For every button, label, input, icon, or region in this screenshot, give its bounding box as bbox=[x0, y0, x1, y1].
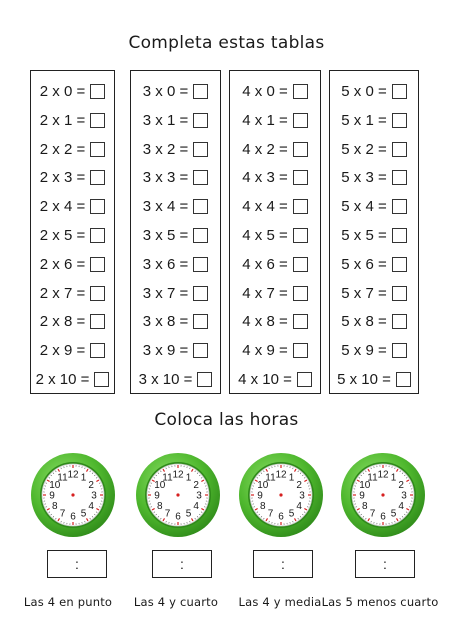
answer-box[interactable] bbox=[193, 142, 208, 157]
clock-number: 5 bbox=[185, 508, 192, 520]
answer-box[interactable] bbox=[193, 170, 208, 185]
clock-number: 9 bbox=[257, 490, 263, 502]
equation-text: 2 x 7 = bbox=[39, 284, 86, 302]
table-row bbox=[131, 106, 220, 135]
table-row bbox=[31, 336, 114, 365]
clock-caption: Las 4 y cuarto bbox=[133, 595, 219, 609]
clock-number: 2 bbox=[296, 480, 302, 491]
table-row bbox=[31, 77, 114, 106]
clock-number: 8 bbox=[260, 501, 266, 512]
clock-number: 10 bbox=[359, 480, 371, 491]
equation-text: 4 x 4 = bbox=[242, 198, 288, 216]
answer-box[interactable] bbox=[94, 372, 109, 387]
time-answer-box[interactable] bbox=[47, 550, 107, 578]
equation-text: 3 x 2 = bbox=[142, 140, 189, 158]
answer-box[interactable] bbox=[392, 199, 407, 214]
table-row bbox=[230, 192, 320, 221]
answer-box[interactable] bbox=[193, 286, 208, 301]
clock-number: 3 bbox=[401, 490, 407, 502]
answer-box[interactable] bbox=[90, 170, 105, 185]
equation-text: 2 x 9 = bbox=[39, 342, 86, 360]
clock-number: 6 bbox=[70, 511, 76, 523]
time-answer-box[interactable] bbox=[355, 550, 415, 578]
tables-title: Completa estas tablas bbox=[128, 33, 325, 53]
clock-number: 3 bbox=[91, 490, 97, 502]
answer-box[interactable] bbox=[293, 228, 308, 243]
clock-2 bbox=[135, 452, 221, 538]
equation-text: 5 x 6 = bbox=[341, 255, 387, 273]
table-row bbox=[31, 192, 114, 221]
clock-number: 10 bbox=[49, 480, 61, 491]
time-separator: : bbox=[180, 556, 184, 572]
answer-box[interactable] bbox=[293, 314, 308, 329]
answer-box[interactable] bbox=[90, 199, 105, 214]
equation-text: 2 x 3 = bbox=[39, 169, 86, 187]
table-row bbox=[330, 221, 418, 250]
clock-icon bbox=[135, 452, 221, 538]
clock-number: 3 bbox=[299, 490, 305, 502]
equation-text: 2 x 10 = bbox=[35, 371, 90, 388]
clock-number: 2 bbox=[398, 480, 404, 491]
clock-number: 11 bbox=[367, 472, 378, 484]
clock-number: 1 bbox=[185, 472, 192, 484]
table-4 bbox=[229, 70, 321, 394]
equation-text: 5 x 4 = bbox=[341, 198, 387, 216]
answer-box[interactable] bbox=[392, 170, 407, 185]
clock-number: 2 bbox=[193, 480, 199, 491]
answer-box[interactable] bbox=[293, 84, 308, 99]
answer-box[interactable] bbox=[392, 343, 407, 358]
equation-text: 2 x 6 = bbox=[39, 255, 86, 273]
clock-caption: Las 4 en punto bbox=[23, 595, 113, 609]
table-row bbox=[330, 250, 418, 279]
clock-number: 1 bbox=[80, 472, 87, 484]
equation-text: 4 x 9 = bbox=[242, 342, 288, 360]
answer-box[interactable] bbox=[392, 113, 407, 128]
answer-box[interactable] bbox=[90, 228, 105, 243]
equation-text: 2 x 8 = bbox=[39, 313, 86, 331]
clock-number: 9 bbox=[154, 490, 160, 502]
clock-number: 8 bbox=[157, 501, 163, 512]
clock-3 bbox=[238, 452, 324, 538]
equation-text: 4 x 8 = bbox=[242, 313, 288, 331]
time-separator: : bbox=[383, 556, 387, 572]
clock-number: 9 bbox=[49, 490, 55, 502]
time-separator: : bbox=[281, 556, 285, 572]
equation-text: 3 x 3 = bbox=[142, 169, 189, 187]
clock-number: 5 bbox=[288, 508, 295, 520]
equation-text: 2 x 0 = bbox=[39, 83, 86, 100]
table-row bbox=[131, 192, 220, 221]
equation-text: 3 x 0 = bbox=[142, 83, 189, 100]
answer-box[interactable] bbox=[293, 257, 308, 272]
equation-text: 4 x 2 = bbox=[242, 140, 288, 158]
clock-caption: Las 4 y media bbox=[238, 595, 322, 609]
table-5 bbox=[329, 70, 419, 394]
table-row bbox=[131, 163, 220, 192]
table-row bbox=[230, 279, 320, 308]
clock-number: 7 bbox=[267, 508, 274, 520]
table-row bbox=[230, 221, 320, 250]
table-row bbox=[230, 106, 320, 135]
answer-box[interactable] bbox=[193, 113, 208, 128]
answer-box[interactable] bbox=[197, 372, 212, 387]
clock-number: 5 bbox=[80, 508, 87, 520]
table-row bbox=[330, 135, 418, 164]
clock-icon bbox=[30, 452, 116, 538]
answer-box[interactable] bbox=[193, 228, 208, 243]
answer-box[interactable] bbox=[293, 199, 308, 214]
table-row bbox=[31, 279, 114, 308]
answer-box[interactable] bbox=[392, 142, 407, 157]
answer-box[interactable] bbox=[293, 170, 308, 185]
answer-box[interactable] bbox=[297, 372, 312, 387]
table-row bbox=[330, 77, 418, 106]
equation-text: 4 x 10 = bbox=[238, 371, 292, 388]
answer-box[interactable] bbox=[90, 84, 105, 99]
clock-number: 4 bbox=[296, 501, 302, 512]
answer-box[interactable] bbox=[90, 257, 105, 272]
answer-box[interactable] bbox=[392, 257, 407, 272]
equation-text: 3 x 8 = bbox=[142, 313, 189, 331]
clock-number: 7 bbox=[59, 508, 66, 520]
clock-number: 12 bbox=[275, 469, 287, 481]
answer-box[interactable] bbox=[193, 257, 208, 272]
equation-text: 5 x 7 = bbox=[341, 284, 387, 302]
equation-text: 5 x 3 = bbox=[341, 169, 387, 187]
clock-number: 7 bbox=[369, 508, 376, 520]
clock-number: 1 bbox=[390, 472, 397, 484]
equation-text: 5 x 9 = bbox=[341, 342, 387, 360]
answer-box[interactable] bbox=[90, 314, 105, 329]
clock-number: 1 bbox=[288, 472, 295, 484]
clock-number: 10 bbox=[154, 480, 166, 491]
equation-text: 3 x 4 = bbox=[142, 198, 189, 216]
equation-text: 5 x 8 = bbox=[341, 313, 387, 331]
equation-text: 4 x 6 = bbox=[242, 255, 288, 273]
equation-text: 4 x 1 = bbox=[242, 111, 288, 129]
answer-box[interactable] bbox=[193, 84, 208, 99]
clock-number: 5 bbox=[390, 508, 397, 520]
answer-box[interactable] bbox=[293, 286, 308, 301]
table-row bbox=[230, 77, 320, 106]
answer-box[interactable] bbox=[396, 372, 411, 387]
time-answer-box[interactable] bbox=[152, 550, 212, 578]
clock-number: 11 bbox=[265, 472, 276, 484]
answer-box[interactable] bbox=[193, 343, 208, 358]
clock-number: 7 bbox=[164, 508, 171, 520]
equation-text: 4 x 0 = bbox=[242, 83, 288, 100]
clock-caption: Las 5 menos cuarto bbox=[321, 595, 439, 609]
clock-icon bbox=[238, 452, 324, 538]
answer-box[interactable] bbox=[392, 314, 407, 329]
clocks-title: Coloca las horas bbox=[154, 410, 299, 430]
clock-number: 8 bbox=[52, 501, 58, 512]
table-row bbox=[131, 221, 220, 250]
equation-text: 2 x 5 = bbox=[39, 227, 86, 244]
table-row bbox=[230, 365, 320, 394]
table-2 bbox=[30, 70, 115, 394]
equation-text: 2 x 1 = bbox=[39, 111, 86, 129]
table-row bbox=[131, 307, 220, 336]
table-row bbox=[330, 192, 418, 221]
table-row bbox=[31, 135, 114, 164]
table-row bbox=[230, 135, 320, 164]
clock-number: 9 bbox=[359, 490, 365, 502]
equation-text: 5 x 5 = bbox=[341, 227, 387, 244]
clock-number: 4 bbox=[398, 501, 404, 512]
table-row bbox=[230, 307, 320, 336]
equation-text: 3 x 7 = bbox=[142, 284, 189, 302]
table-row bbox=[31, 365, 114, 394]
table-row bbox=[330, 279, 418, 308]
clock-number: 4 bbox=[193, 501, 199, 512]
answer-box[interactable] bbox=[392, 84, 407, 99]
equation-text: 5 x 0 = bbox=[341, 83, 387, 100]
table-row bbox=[131, 77, 220, 106]
answer-box[interactable] bbox=[90, 113, 105, 128]
clock-icon bbox=[340, 452, 426, 538]
clock-number: 11 bbox=[162, 472, 173, 484]
equation-text: 5 x 1 = bbox=[341, 111, 387, 129]
answer-box[interactable] bbox=[193, 199, 208, 214]
time-separator: : bbox=[75, 556, 79, 572]
table-row bbox=[131, 365, 220, 394]
clock-number: 6 bbox=[380, 511, 386, 523]
clock-number: 12 bbox=[377, 469, 389, 481]
table-row bbox=[330, 336, 418, 365]
table-row bbox=[31, 250, 114, 279]
clock-number: 6 bbox=[278, 511, 284, 523]
table-row bbox=[230, 163, 320, 192]
answer-box[interactable] bbox=[392, 286, 407, 301]
answer-box[interactable] bbox=[293, 142, 308, 157]
answer-box[interactable] bbox=[293, 343, 308, 358]
equation-text: 4 x 5 = bbox=[242, 227, 288, 244]
equation-text: 4 x 7 = bbox=[242, 284, 288, 302]
answer-box[interactable] bbox=[90, 286, 105, 301]
equation-text: 3 x 1 = bbox=[142, 111, 189, 129]
table-3 bbox=[130, 70, 221, 394]
table-row bbox=[230, 336, 320, 365]
equation-text: 3 x 9 = bbox=[142, 342, 189, 360]
clock-number: 10 bbox=[257, 480, 269, 491]
table-row bbox=[330, 365, 418, 394]
equation-text: 3 x 6 = bbox=[142, 255, 189, 273]
answer-box[interactable] bbox=[193, 314, 208, 329]
table-row bbox=[31, 163, 114, 192]
equation-text: 2 x 4 = bbox=[39, 198, 86, 216]
answer-box[interactable] bbox=[90, 343, 105, 358]
answer-box[interactable] bbox=[90, 142, 105, 157]
table-row bbox=[131, 135, 220, 164]
clock-4 bbox=[340, 452, 426, 538]
clock-number: 8 bbox=[362, 501, 368, 512]
table-row bbox=[230, 250, 320, 279]
table-row bbox=[131, 250, 220, 279]
clock-number: 4 bbox=[88, 501, 94, 512]
table-row bbox=[131, 279, 220, 308]
table-row bbox=[31, 307, 114, 336]
equation-text: 2 x 2 = bbox=[39, 140, 86, 158]
clock-number: 12 bbox=[172, 469, 184, 481]
clock-number: 11 bbox=[57, 472, 68, 484]
table-row bbox=[31, 106, 114, 135]
table-row bbox=[330, 307, 418, 336]
answer-box[interactable] bbox=[392, 228, 407, 243]
equation-text: 3 x 5 = bbox=[142, 227, 189, 244]
equation-text: 5 x 10 = bbox=[337, 371, 391, 388]
table-row bbox=[330, 163, 418, 192]
clock-number: 2 bbox=[88, 480, 94, 491]
time-answer-box[interactable] bbox=[253, 550, 313, 578]
table-row bbox=[131, 336, 220, 365]
equation-text: 5 x 2 = bbox=[341, 140, 387, 158]
equation-text: 4 x 3 = bbox=[242, 169, 288, 187]
clock-number: 6 bbox=[175, 511, 181, 523]
clock-number: 12 bbox=[67, 469, 79, 481]
equation-text: 3 x 10 = bbox=[138, 371, 193, 388]
table-row bbox=[330, 106, 418, 135]
answer-box[interactable] bbox=[293, 113, 308, 128]
clock-1 bbox=[30, 452, 116, 538]
clock-number: 3 bbox=[196, 490, 202, 502]
table-row bbox=[31, 221, 114, 250]
